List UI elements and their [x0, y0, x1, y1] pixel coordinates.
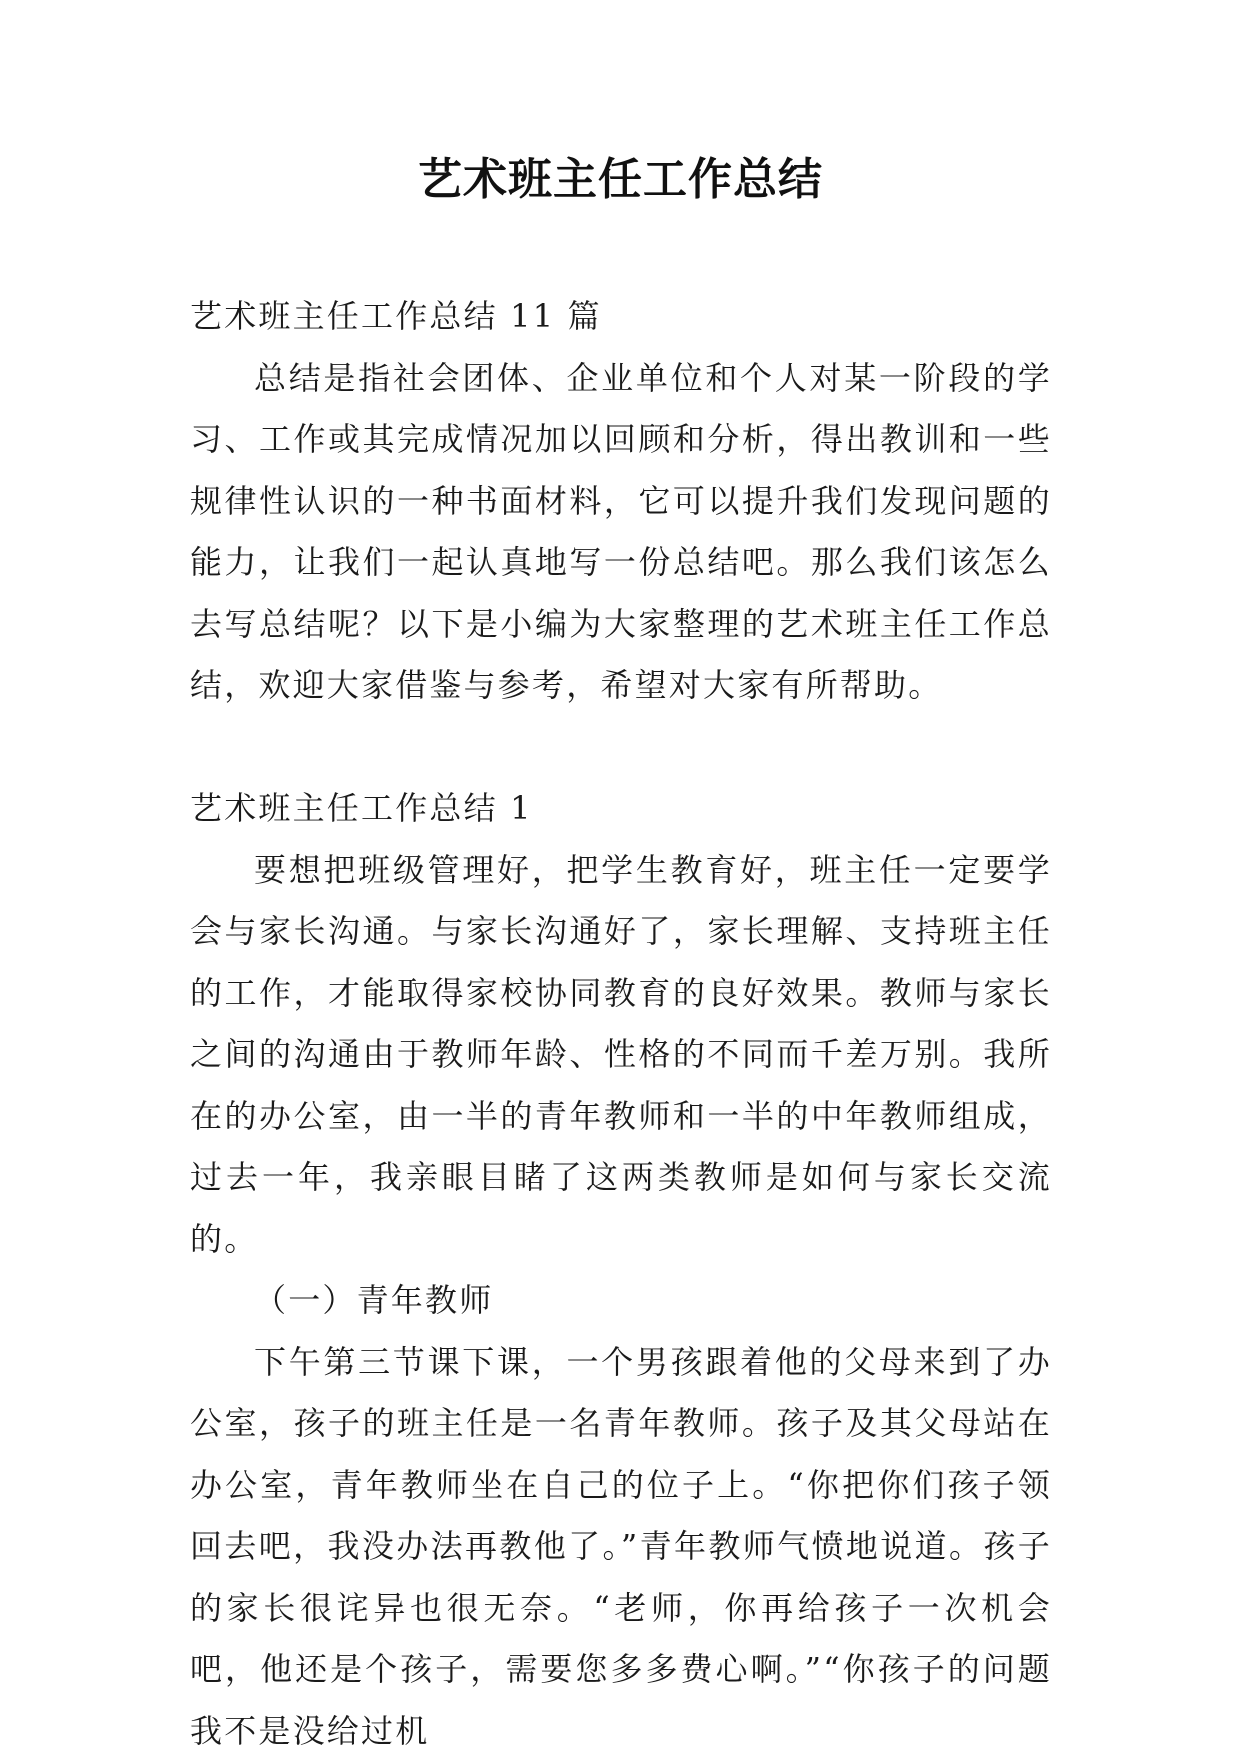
- section-heading: 艺术班主任工作总结 1: [190, 778, 1052, 840]
- section-paragraph: 下午第三节课下课，一个男孩跟着他的父母来到了办公室，孩子的班主任是一名青年教师。孩子及其父母站在办公室，青年教师坐在自己的位子上。“你把你们孩子领回去吧，我没办法再教他了。”青年教师气愤地说道。孩子的家长很诧异也很无奈。“老师，你再给孩子一次机会吧，他还是个孩子，需要您多多费心啊。”“你孩子的问题我不是没给过机: [190, 1332, 1052, 1762]
- document-title: 艺术班主任工作总结: [0, 150, 1241, 210]
- section-subheading: （一）青年教师: [190, 1270, 1052, 1332]
- intro-paragraph: 总结是指社会团体、企业单位和个人对某一阶段的学习、工作或其完成情况加以回顾和分析，得出教训和一些规律性认识的一种书面材料，它可以提升我们发现问题的能力，让我们一起认真地写一份总结吧。那么我们该怎么去写总结呢？以下是小编为大家整理的艺术班主任工作总结，欢迎大家借鉴与参考，希望对大家有所帮助。: [190, 348, 1052, 717]
- section-paragraph: 要想把班级管理好，把学生教育好，班主任一定要学会与家长沟通。与家长沟通好了，家长理解、支持班主任的工作，才能取得家校协同教育的良好效果。教师与家长之间的沟通由于教师年龄、性格的不同而千差万别。我所在的办公室，由一半的青年教师和一半的中年教师组成，过去一年，我亲眼目睹了这两类教师是如何与家长交流的。: [190, 840, 1052, 1271]
- paragraph-spacer: [190, 717, 1052, 779]
- document-subtitle: 艺术班主任工作总结 11 篇: [190, 286, 1052, 348]
- document-body: [190, 286, 1052, 1762]
